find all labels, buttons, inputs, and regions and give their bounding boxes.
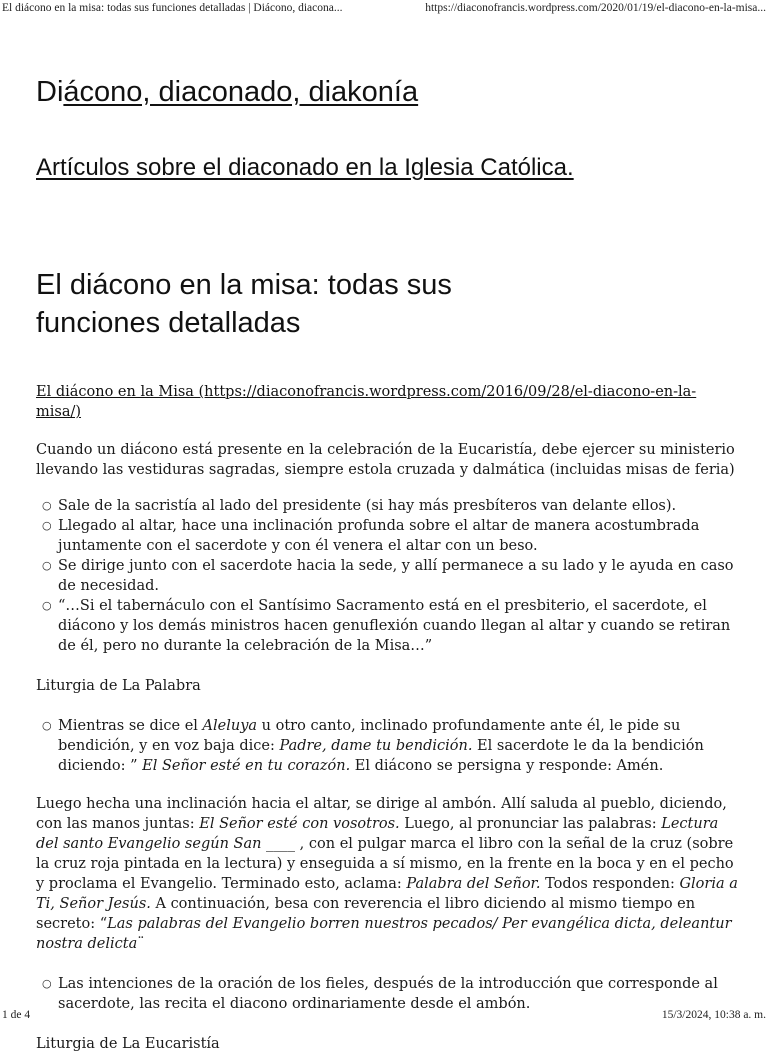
list-item (42, 596, 740, 656)
section-heading-palabra: Liturgia de La Palabra (36, 678, 201, 694)
list-item (42, 974, 740, 1014)
print-header-title: El diácono en la misa: todas sus funciones detalladas | Diácono, diacona... (2, 2, 343, 14)
post-title: El diácono en la misa: todas sus funciones detalladas (36, 269, 452, 339)
print-datetime: 15/3/2024, 10:38 a. m. (661, 1009, 766, 1021)
list-item-text: Se dirige junto con el sacerdote hacia la sede, y allí permanece a su lado y le ayuda en caso de necesidad. (58, 558, 734, 594)
section-heading-eucaristia: Liturgia de La Eucaristía (36, 1036, 220, 1052)
list-item-text: Sale de la sacristía al lado del presidente (si hay más presbíteros van delante ellos). (58, 498, 677, 514)
circle-bullet-icon: ○ (42, 499, 52, 512)
intentions-list (36, 974, 740, 1014)
list-item-text: “…Si el tabernáculo con el Santísimo Sacramento está en el presbiterio, el sacerdote, el diácono y los demás ministros hacen genuflexión cuando llegan al altar y cuando se retiran de él, pero no durante la celebración de la Misa…” (58, 598, 731, 654)
circle-bullet-icon: ○ (42, 599, 52, 612)
circle-bullet-icon: ○ (42, 977, 52, 990)
article-body (36, 382, 740, 1054)
site-title[interactable] (36, 76, 418, 109)
source-link[interactable]: El diácono en la Misa (https://diaconofrancis.wordpress.com/2016/09/28/el-diacono-en-la-misa/) (36, 384, 697, 420)
entrance-list (36, 496, 740, 656)
page-number: 1 de 4 (2, 1009, 31, 1021)
list-item-text: Llegado al altar, hace una inclinación profunda sobre el altar de manera acostumbrada juntamente con el sacerdote y con él venera el altar con un beso. (58, 518, 700, 554)
site-title-link[interactable]: ácono, diaconado, diakonía (63, 76, 419, 108)
site-description-link[interactable]: Artículos sobre el diaconado en la Iglesia Católica. (36, 154, 574, 181)
print-header-url: https://diaconofrancis.wordpress.com/2020/01/19/el-diacono-en-la-misa... (425, 2, 766, 14)
list-item (42, 556, 740, 596)
source-paragraph (36, 382, 740, 422)
list-item (42, 496, 740, 516)
print-footer (0, 1009, 768, 1021)
intro-paragraph: Cuando un diácono está presente en la celebración de la Eucaristía, debe ejercer su ministerio llevando las vestiduras sagradas, siempre estola cruzada y dalmática (incluidas misas de feria) (36, 442, 735, 478)
print-header (0, 2, 768, 14)
palabra-list (36, 716, 740, 776)
list-item (42, 516, 740, 556)
circle-bullet-icon: ○ (42, 559, 52, 572)
site-title-prefix: Di (36, 76, 64, 108)
list-item-text: Las intenciones de la oración de los fieles, después de la introducción que corresponde al sacerdote, las recita el diacono ordinariamente desde el ambón. (58, 976, 718, 1012)
circle-bullet-icon: ○ (42, 719, 52, 732)
list-item: ○ Mientras se dice el Aleluya u otro canto, inclinado profundamente ante él, le pide su bendición, y en voz baja dice: Padre, dame tu bendición. El sacerdote le da la bendición diciendo: ” El Señor esté en tu corazón. El diácono se persigna y responde: Amén. (42, 718, 704, 774)
circle-bullet-icon: ○ (42, 519, 52, 532)
gospel-paragraph: Luego hecha una inclinación hacia el altar, se dirige al ambón. Allí saluda al pueblo, diciendo, con las manos juntas: El Señor esté con vosotros. Luego, al pronunciar las palabras: Lectura del santo Evangelio según San ____ , con el pulgar marca el libro con la señal de la cruz (sobre la cruz roja pintada en la lectura) y enseguida a sí mismo, en la frente en la boca y en el pecho y proclama el Evangelio. Terminado esto, aclama: Palabra del Señor. Todos responden: Gloria a Ti, Señor Jesús. A continuación, besa con reverencia el libro diciendo al mismo tiempo en secreto: “Las palabras del Evangelio borren nuestros pecados/ Per evangélica dicta, deleantur nostra delicta¨ (36, 796, 738, 952)
